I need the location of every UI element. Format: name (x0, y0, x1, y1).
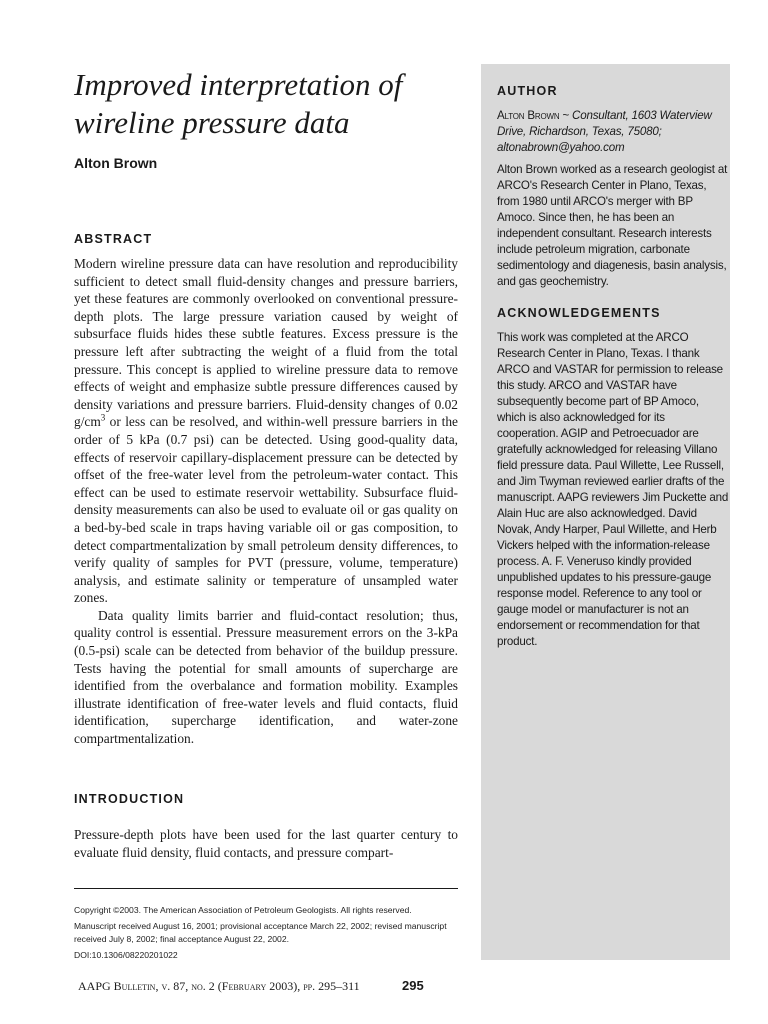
abstract-superscript: 3 (100, 412, 106, 423)
author-separator: ~ (559, 109, 573, 122)
acknowledgements-text: This work was completed at the ARCO Research Center in Plano, Texas. I thank ARCO and VASTAR for permission to release this study. ARCO and VASTAR have subsequently become part of BP Amoco, which is also acknowledged for its cooperation. AGIP and Petroecuador are gratefully acknowledged for releasing Villano field pressure data. Paul Willette, Lee Russell, and Jim Twyman reviewed earlier drafts of the manuscript. AAPG reviewers Jim Puckette and Alain Huc are also acknowledged. David Novak, Andy Harper, Paul Willette, and Herb Vickers helped with the information-release process. A. F. Veneruso kindly provided unpublished updates to his pressure-gauge response model. Reference to any tool or gauge model or manufacturer is not an endorsement or recommendation for that product. (497, 331, 729, 648)
sidebar-author-name: Alton Brown (497, 109, 560, 122)
introduction-text: Pressure-depth plots have been used for the last quarter century to evaluate fluid density, fluid contacts, and pressure compart- (74, 827, 458, 860)
abstract-paragraph-2: Data quality limits barrier and fluid-contact resolution; thus, quality control is essential. Pressure measurement errors on the 3-kPa (0.5-psi) scale can be detected from behavior of the buildup pressure. Tests having the potential for small amounts of supercharge are identified from the overbalance and formation mobility. Examples illustrate identification of free-water levels and fluid contacts, fluid identification, supercharge identification, and water-zone compartmentalization. (74, 607, 458, 747)
author-address: Consultant, 1603 Waterview Drive, Richardson, Texas, 75080; altonabrown@yahoo.com (497, 109, 712, 154)
abstract-paragraph-1 (74, 255, 458, 607)
author-heading: AUTHOR (497, 84, 558, 98)
abstract-text-part-1: Modern wireline pressure data can have resolution and reproducibility sufficient to detect small fluid-density changes and pressure barriers, yet these features are commonly overlooked on conventional pressure-depth plots. The large pressure variation caused by weight of subsurface fluids hides these subtle features. Excess pressure is the pressure left after subtracting the weight of a fluid from the total pressure. This concept is applied to wireline pressure data to remove effects of weight and emphasize subtle pressure differences caused by density variations and pressure barriers. Fluid-density changes of 0.02 g/cm (74, 256, 458, 430)
introduction-heading: INTRODUCTION (74, 792, 185, 806)
abstract-text-part-2: or less can be resolved, and within-well pressure barriers in the order of 5 kPa (0.7 psi) can be detected. Using good-quality data, effects of reservoir capillary-displacement pressure can be detected by offset of the free-water level from the petroleum-water contact. This effect can be used to estimate reservoir wettability. Subsurface fluid-density measurements can also be used to evaluate oil or gas quality on a bed-by-bed scale in traps having variable oil or gas composition, to detect compartmentalization by small petroleum density differences, to verify quality of samples for PVT (pressure, volume, temperature) analysis, and estimate salinity or temperature of unsampled water zones. (74, 414, 458, 606)
copyright-notice: Copyright ©2003. The American Association of Petroleum Geologists. All rights reserved. (74, 905, 412, 915)
author-bio: Alton Brown worked as a research geologist at ARCO's Research Center in Plano, Texas, from 1980 until ARCO's merger with BP Amoco. Since then, he has been an independent consultant. Research interests include petroleum migration, carbonate sedimentology and diagenesis, basin analysis, and gas geochemistry. (497, 163, 728, 288)
page-number: 295 (402, 978, 424, 993)
acknowledgements-heading: ACKNOWLEDGEMENTS (497, 306, 661, 320)
doi: DOI:10.1306/08220201022 (74, 950, 178, 960)
manuscript-history: Manuscript received August 16, 2001; provisional acceptance March 22, 2002; revised manuscript received July 8, 2002; final acceptance August 22, 2002. (74, 921, 447, 944)
article-title: Improved interpretation of wireline pressure data (74, 67, 403, 140)
journal-citation: AAPG Bulletin, v. 87, no. 2 (February 2003), pp. 295–311 (78, 979, 360, 993)
abstract-heading: ABSTRACT (74, 232, 153, 246)
author-contact (497, 108, 729, 156)
abstract-body (74, 255, 458, 748)
byline-author: Alton Brown (74, 155, 158, 171)
footnote-rule (74, 888, 458, 889)
